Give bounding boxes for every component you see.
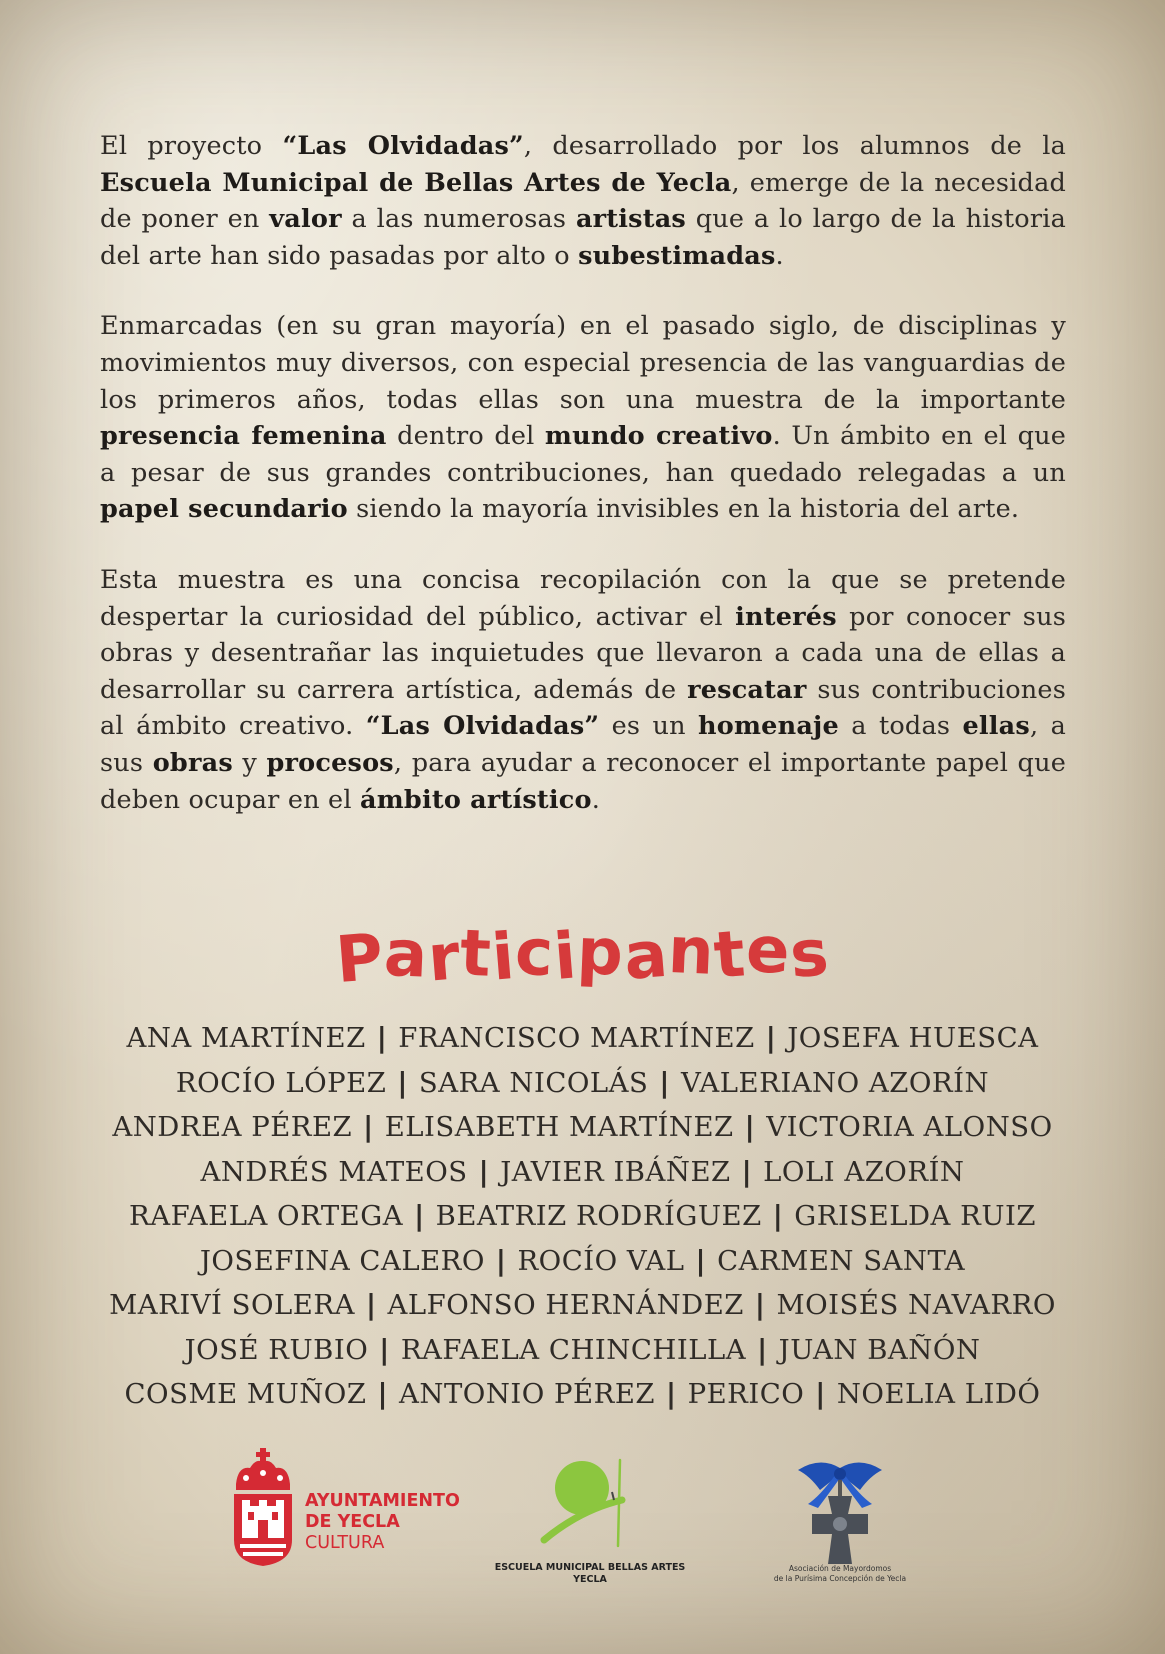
- participant-name: RAFAELA CHINCHILLA: [400, 1333, 747, 1366]
- participant-name: ANDREA PÉREZ: [112, 1111, 353, 1143]
- name-separator: |: [377, 1378, 389, 1410]
- heading-letter: s: [787, 916, 833, 994]
- body-text-run: es un: [599, 711, 699, 742]
- emphasis-text: ellas: [962, 711, 1030, 742]
- participant-name: JUAN BAÑÓN: [778, 1333, 981, 1366]
- participants-row: [60, 1194, 1105, 1239]
- heading-letter: n: [666, 913, 716, 990]
- participant-name: JOSEFA HUESCA: [787, 1022, 1039, 1054]
- emphasis-text: mundo creativo: [544, 421, 773, 452]
- name-separator: |: [695, 1244, 707, 1277]
- body-text-run: que a lo largo de la historia del arte han sido pasadas por alto o: [100, 204, 1066, 271]
- name-separator: |: [478, 1155, 490, 1188]
- participant-name: VALERIANO AZORÍN: [680, 1066, 990, 1099]
- body-text-run: sus contribuciones al ámbito creativo.: [100, 674, 1066, 742]
- emphasis-text: artistas: [575, 204, 686, 235]
- emphasis-text: interés: [735, 601, 837, 632]
- name-separator: |: [757, 1333, 768, 1366]
- name-separator: |: [376, 1022, 388, 1054]
- participant-name: LOLI AZORÍN: [763, 1155, 965, 1188]
- asociacion-line1: Asociación de Mayordomos: [788, 1564, 892, 1573]
- emphasis-text: rescatar: [687, 674, 807, 705]
- participant-name: NOELIA LIDÓ: [836, 1378, 1041, 1410]
- participant-name: MOISÉS NAVARRO: [776, 1289, 1056, 1321]
- participants-row: [60, 1328, 1105, 1373]
- bellas-artes-caption: [470, 1562, 710, 1586]
- participant-name: RAFAELA ORTEGA: [129, 1200, 404, 1232]
- name-separator: |: [397, 1066, 408, 1099]
- heading-letter: p: [575, 914, 626, 991]
- participant-name: ROCÍO LÓPEZ: [175, 1066, 387, 1099]
- heading-letter: P: [332, 920, 387, 999]
- name-separator: |: [495, 1244, 507, 1277]
- ayuntamiento-line3: CULTURA: [305, 1533, 385, 1553]
- body-text-run: a las numerosas: [341, 204, 576, 235]
- body-text-run: , emerge de la necesidad de poner en: [100, 167, 1067, 235]
- ayuntamiento-line1: AYUNTAMIENTO: [305, 1491, 460, 1511]
- intro-text: [100, 128, 1066, 852]
- emphasis-text: obras: [152, 747, 233, 778]
- name-separator: |: [363, 1111, 374, 1143]
- participant-name: GRISELDA RUIZ: [794, 1200, 1036, 1232]
- paragraph-3: [100, 562, 1066, 818]
- name-separator: |: [744, 1111, 756, 1143]
- participant-name: COSME MUÑOZ: [124, 1378, 367, 1410]
- body-text-run: y: [232, 747, 267, 778]
- emphasis-text: subestimadas: [578, 240, 776, 271]
- body-text-run: .: [591, 784, 600, 815]
- body-text-run: a todas: [838, 711, 963, 742]
- participants-row: [60, 1372, 1105, 1417]
- body-text-run: por conocer sus obras y desentrañar las inquietudes que llevaron a cada una de ellas a desarrollar su carrera artística, además de: [100, 601, 1066, 705]
- emphasis-text: “Las Olvidadas”: [282, 131, 524, 161]
- ayuntamiento-line2: DE YECLA: [305, 1512, 400, 1532]
- body-text-run: Esta muestra es una concisa recopilación con la que se pretende despertar la curiosidad del público, activar el: [100, 564, 1066, 632]
- participants-row: [60, 1016, 1105, 1061]
- body-text-run: .: [775, 240, 784, 271]
- heading-letter: i: [550, 919, 580, 995]
- name-separator: |: [365, 1289, 377, 1321]
- name-separator: |: [772, 1200, 784, 1232]
- paragraph-1: [100, 128, 1066, 274]
- emphasis-text: “Las Olvidadas”: [365, 711, 600, 742]
- participant-name: MARIVÍ SOLERA: [109, 1289, 355, 1321]
- body-text-run: dentro del: [386, 421, 545, 452]
- name-separator: |: [765, 1022, 777, 1054]
- participants-row: [60, 1061, 1105, 1106]
- emphasis-text: Escuela Municipal de Bellas Artes de Yecla: [100, 167, 732, 198]
- sponsor-logos: [0, 1440, 1165, 1620]
- participants-list: [60, 1016, 1105, 1417]
- name-separator: |: [379, 1333, 390, 1366]
- body-text-run: Enmarcadas (en su gran mayoría) en el pasado siglo, de disciplinas y movimientos muy diversos, con especial presencia de las vanguardias de los primeros años, todas ellas son una muestra de la importante: [100, 311, 1066, 415]
- emphasis-text: papel secundario: [100, 494, 348, 525]
- asociacion-cross-icon: [790, 1456, 890, 1571]
- participant-name: VICTORIA ALONSO: [766, 1111, 1053, 1143]
- participant-name: FRANCISCO MARTÍNEZ: [398, 1022, 755, 1054]
- participant-name: ALFONSO HERNÁNDEZ: [387, 1289, 744, 1321]
- body-text-run: siendo la mayoría invisibles en la historia del arte.: [347, 494, 1020, 525]
- participant-name: PERICO: [687, 1378, 805, 1410]
- heading-letter: r: [424, 920, 464, 997]
- body-text-run: . Un ámbito en el que a pesar de sus grandes contribuciones, han quedado relegadas a un: [100, 421, 1067, 488]
- paragraph-2: [100, 308, 1066, 528]
- emphasis-text: procesos: [266, 747, 394, 778]
- participant-name: ANTONIO PÉREZ: [399, 1378, 656, 1410]
- name-separator: |: [741, 1155, 753, 1188]
- heading-letter: a: [382, 916, 430, 993]
- participant-name: BEATRIZ RODRÍGUEZ: [435, 1200, 762, 1232]
- asociacion-caption: [740, 1564, 940, 1584]
- participant-name: ROCÍO VAL: [517, 1244, 685, 1277]
- body-text-run: El proyecto: [100, 131, 283, 161]
- name-separator: |: [754, 1289, 766, 1321]
- participant-name: ANDRÉS MATEOS: [200, 1155, 468, 1188]
- heading-letter: a: [620, 917, 671, 995]
- body-text-run: , para ayudar a reconocer el importante papel que deben ocupar en el: [100, 747, 1066, 815]
- heading-letter: c: [513, 915, 556, 992]
- name-separator: |: [815, 1378, 826, 1410]
- ayuntamiento-crest-icon: [228, 1448, 298, 1568]
- emphasis-text: valor: [269, 204, 342, 235]
- participants-heading: [0, 912, 1165, 998]
- asociacion-line2: de la Purísima Concepción de Yecla: [773, 1574, 907, 1583]
- ayuntamiento-label: [305, 1491, 460, 1554]
- emphasis-text: presencia femenina: [100, 421, 387, 452]
- participant-name: JOSÉ RUBIO: [184, 1333, 369, 1366]
- heading-letter: t: [711, 917, 749, 994]
- body-text-run: , desarrollado por los alumnos de la: [523, 131, 1066, 161]
- bellas-artes-logo-icon: [540, 1440, 650, 1558]
- participants-row: [60, 1105, 1105, 1150]
- bellas-artes-line1: ESCUELA MUNICIPAL BELLAS ARTES: [494, 1562, 686, 1573]
- name-separator: |: [666, 1378, 677, 1410]
- emphasis-text: ámbito artístico: [360, 784, 592, 815]
- participant-name: ANA MARTÍNEZ: [126, 1022, 366, 1054]
- participants-row: [60, 1283, 1105, 1328]
- heading-letter: i: [489, 920, 518, 996]
- participants-row: [60, 1150, 1105, 1195]
- participant-name: JAVIER IBÁÑEZ: [500, 1155, 731, 1188]
- bellas-artes-line2: YECLA: [573, 1574, 607, 1585]
- heading-letter: e: [744, 913, 792, 989]
- participant-name: SARA NICOLÁS: [418, 1066, 649, 1099]
- emphasis-text: homenaje: [698, 711, 839, 742]
- participant-name: ELISABETH MARTÍNEZ: [384, 1111, 734, 1143]
- heading-letter: t: [458, 916, 494, 992]
- name-separator: |: [414, 1200, 425, 1232]
- body-text-run: , a sus: [100, 711, 1066, 778]
- participant-name: JOSEFINA CALERO: [199, 1244, 485, 1277]
- participants-row: [60, 1239, 1105, 1284]
- participant-name: CARMEN SANTA: [717, 1244, 966, 1277]
- name-separator: |: [659, 1066, 670, 1099]
